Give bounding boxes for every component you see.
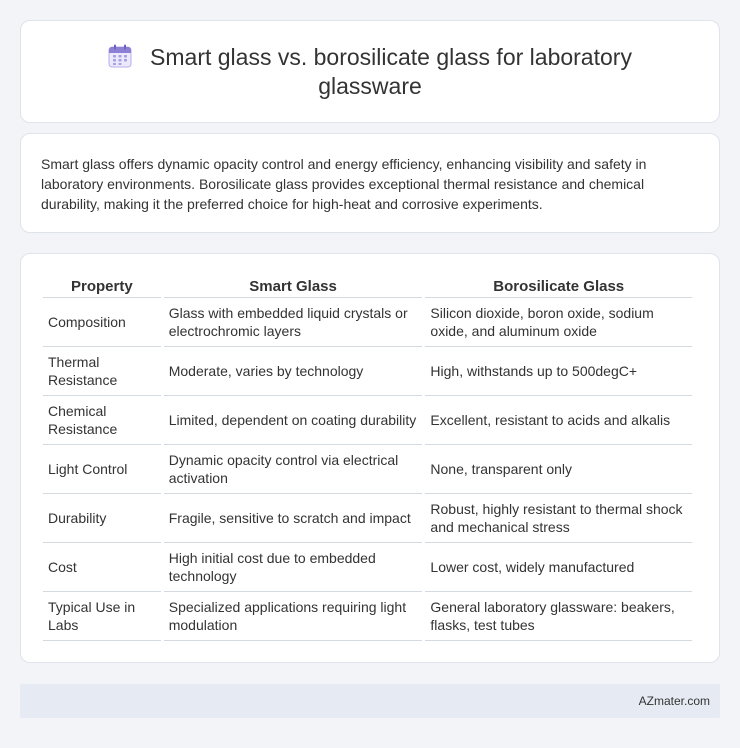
comparison-table: [40, 274, 695, 641]
table-row: [43, 445, 692, 494]
header-property: Property: [43, 274, 161, 298]
row-smart-glass: Dynamic opacity control via electrical activation: [164, 445, 423, 494]
row-smart-glass: High initial cost due to embedded technology: [164, 543, 423, 592]
page-title-container: [60, 43, 680, 101]
row-property: Typical Use in Labs: [43, 592, 161, 641]
row-borosilicate: Silicon dioxide, boron oxide, sodium oxide, and aluminum oxide: [425, 298, 692, 347]
table-row: [43, 347, 692, 396]
row-smart-glass: Moderate, varies by technology: [164, 347, 423, 396]
table-header-row: [43, 274, 692, 298]
row-property: Composition: [43, 298, 161, 347]
row-property: Light Control: [43, 445, 161, 494]
row-borosilicate: Robust, highly resistant to thermal shock and mechanical stress: [425, 494, 692, 543]
table-row: [43, 543, 692, 592]
row-borosilicate: Excellent, resistant to acids and alkalis: [425, 396, 692, 445]
header-smart-glass: Smart Glass: [164, 274, 423, 298]
row-smart-glass: Specialized applications requiring light modulation: [164, 592, 423, 641]
footer-brand-link[interactable]: AZmater.com: [638, 694, 710, 708]
row-property: Thermal Resistance: [43, 347, 161, 396]
row-borosilicate: None, transparent only: [425, 445, 692, 494]
page-title: Smart glass vs. borosilicate glass for laboratory glassware: [150, 43, 632, 99]
row-property: Durability: [43, 494, 161, 543]
table-row: [43, 494, 692, 543]
row-borosilicate: High, withstands up to 500degC+: [425, 347, 692, 396]
comparison-table-card: [20, 253, 720, 663]
header-borosilicate-glass: Borosilicate Glass: [425, 274, 692, 298]
calendar-icon: [108, 44, 132, 68]
table-row: [43, 298, 692, 347]
row-smart-glass: Fragile, sensitive to scratch and impact: [164, 494, 423, 543]
row-property: Chemical Resistance: [43, 396, 161, 445]
summary-card: [20, 133, 720, 233]
row-property: Cost: [43, 543, 161, 592]
title-card: [20, 20, 720, 123]
row-smart-glass: Glass with embedded liquid crystals or electrochromic layers: [164, 298, 423, 347]
row-smart-glass: Limited, dependent on coating durability: [164, 396, 423, 445]
row-borosilicate: Lower cost, widely manufactured: [425, 543, 692, 592]
summary-text: Smart glass offers dynamic opacity control and energy efficiency, enhancing visibility and safety in laboratory environments. Borosilicate glass provides exceptional thermal resistance and chemical durability, making it the preferred choice for high-heat and corrosive experiments.: [41, 156, 647, 212]
row-borosilicate: General laboratory glassware: beakers, flasks, test tubes: [425, 592, 692, 641]
table-row: [43, 592, 692, 641]
table-row: [43, 396, 692, 445]
footer-bar: [20, 684, 720, 718]
